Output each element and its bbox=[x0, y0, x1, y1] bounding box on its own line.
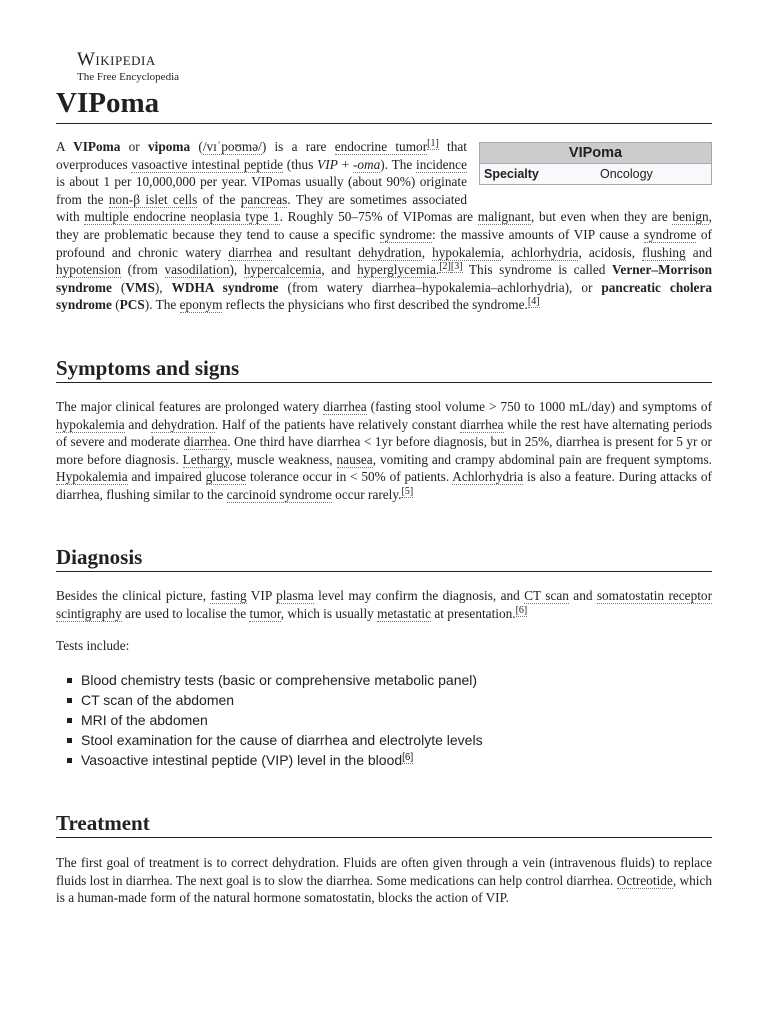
diagnosis-section bbox=[56, 543, 712, 770]
citation-1[interactable]: [1] bbox=[427, 138, 439, 149]
link-achlorhydria[interactable]: achlorhydria bbox=[511, 244, 579, 260]
link-dehydration[interactable]: dehydration bbox=[151, 416, 215, 432]
link-carcinoid-syndrome[interactable]: carcinoid syndrome bbox=[226, 486, 332, 502]
tests-intro: Tests include: bbox=[56, 638, 130, 654]
infobox-row bbox=[480, 164, 711, 184]
link-tumor[interactable]: tumor bbox=[249, 605, 281, 621]
logo-wordmark: Wikipedia bbox=[77, 49, 156, 70]
link-achlorhydria[interactable]: Achlorhydria bbox=[452, 469, 524, 485]
ipa-link[interactable]: /vɪˈpoʊmə/ bbox=[202, 139, 262, 154]
link-vasodilation[interactable]: vasodilation bbox=[164, 262, 230, 278]
list-item: Vasoactive intestinal peptide (VIP) level in the blood[6] bbox=[56, 750, 712, 770]
treatment-section bbox=[56, 809, 712, 907]
link-hypokalemia[interactable]: hypokalemia bbox=[432, 244, 501, 260]
infobox bbox=[479, 142, 712, 185]
diagnosis-paragraph: Besides the clinical picture, fasting VIP plasma level may confirm the diagnosis, and CT scan and somatostatin receptor scintigraphy are used to localise the tumor, which is usually metastatic at presentation.[6] bbox=[56, 588, 712, 621]
link-incidence[interactable]: incidence bbox=[416, 156, 467, 172]
link-syndrome-2[interactable]: syndrome bbox=[643, 226, 697, 242]
citation-6[interactable]: [6] bbox=[515, 604, 528, 616]
link-benign[interactable]: benign bbox=[672, 209, 709, 225]
link-scintigraphy[interactable]: somatostatin receptor scintigraphy bbox=[56, 588, 712, 621]
link-ct-scan[interactable]: CT scan bbox=[524, 588, 569, 603]
list-item: MRI of the abdomen bbox=[56, 710, 712, 730]
link-hypotension[interactable]: hypotension bbox=[56, 262, 122, 278]
link-hypercalcemia[interactable]: hypercalcemia bbox=[243, 262, 322, 278]
treatment-paragraph: The first goal of treatment is to correct dehydration. Fluids are often given through a vein (intravenous fluids) to replace fluids lost in diarrhea. The next goal is to slow the diarrhea. Some medications can help control diarrhea. Octreotide, which is a human-made form of the natural hormone somatostatin, blocks the action of VIP. bbox=[56, 855, 712, 906]
link-nausea[interactable]: nausea bbox=[336, 451, 373, 467]
link-men1[interactable]: multiple endocrine neoplasia type 1 bbox=[84, 209, 280, 225]
link-diarrhea[interactable]: diarrhea bbox=[323, 399, 367, 414]
link-oma[interactable]: -oma bbox=[352, 156, 381, 172]
heading-symptoms: Symptoms and signs bbox=[56, 354, 712, 383]
citation-3[interactable]: [3] bbox=[450, 261, 463, 273]
link-diarrhea-3[interactable]: diarrhea bbox=[183, 434, 228, 450]
infobox-value-link[interactable]: Oncology bbox=[600, 167, 653, 181]
link-hypokalemia[interactable]: hypokalemia bbox=[56, 416, 125, 432]
page-title: VIPoma bbox=[56, 84, 712, 124]
link-glucose[interactable]: glucose bbox=[205, 469, 247, 485]
intro-paragraph: A VIPoma or vipoma (/vɪˈpoʊmə/) is a rare endocrine tumor[1] that overproduces vasoactive intestinal peptide (thus VIP + -oma). The incidence is about 1 per 10,000,000 per year. VIPomas usually (about 90%) originate from the non-β islet cells of the pancreas. They are sometimes associated with multiple endocrine neoplasia type 1. Roughly 50–75% of VIPomas are malignant, but even when they are benign, they are problematic because they tend to cause a specific syndrome: the massive amounts of VIP cause a syndrome of profound and chronic watery diarrhea and resultant dehydration, hypokalemia, achlorhydria, acidosis, flushing and hypotension (from vasodilation), hypercalcemia, and hyperglycemia.[2][3] This syndrome is called Verner–Morrison syndrome (VMS), WDHA syndrome (from watery diarrhea–hypokalemia–achlorhydria), or pancreatic cholera syndrome (PCS). The eponym reflects the physicians who first described the syndrome.[4] bbox=[56, 138, 713, 313]
link-endocrine-tumor[interactable]: endocrine tumor bbox=[334, 139, 428, 154]
link-syndrome[interactable]: syndrome bbox=[379, 226, 433, 242]
link-hyperglycemia[interactable]: hyperglycemia bbox=[357, 262, 436, 278]
link-diarrhea[interactable]: diarrhea bbox=[228, 244, 272, 260]
link-plasma[interactable]: plasma bbox=[276, 588, 314, 603]
link-lethargy[interactable]: Lethargy bbox=[182, 451, 230, 467]
citation-5[interactable]: [5] bbox=[401, 485, 414, 497]
symptoms-paragraph: The major clinical features are prolonged watery diarrhea (fasting stool volume > 750 to 1000 mL/day) and symptoms of hypokalemia and dehydration. Half of the patients have relatively constant diarrhea while the rest have alternating periods of severe and moderate diarrhea. One third have diarrhea < 1yr before diagnosis, but in 25%, diarrhea is present for 5 yr or more before diagnosis. Lethargy, muscle weakness, nausea, vomiting and crampy abdominal pain are frequent symptoms. Hypokalemia and impaired glucose tolerance occur in < 50% of patients. Achlorhydria is also a feature. During attacks of diarrhea, flushing similar to the carcinoid syndrome occur rarely.[5] bbox=[56, 399, 713, 502]
link-eponym[interactable]: eponym bbox=[179, 297, 223, 313]
list-item: Blood chemistry tests (basic or comprehensive metabolic panel) bbox=[56, 670, 712, 690]
citation-2[interactable]: [2] bbox=[439, 261, 451, 273]
link-fasting[interactable]: fasting bbox=[210, 588, 247, 603]
logo-tagline: The Free Encyclopedia bbox=[77, 71, 180, 83]
citation-6[interactable]: [6] bbox=[402, 751, 414, 763]
heading-treatment: Treatment bbox=[56, 809, 712, 838]
list-item: CT scan of the abdomen bbox=[56, 690, 712, 710]
link-malignant[interactable]: malignant bbox=[477, 209, 531, 225]
symptoms-section bbox=[56, 354, 712, 504]
infobox-label: Specialty bbox=[484, 167, 539, 181]
infobox-title: VIPoma bbox=[480, 143, 711, 164]
link-pancreas[interactable]: pancreas bbox=[240, 191, 288, 207]
link-metastatic[interactable]: metastatic bbox=[377, 605, 432, 621]
link-islet-cells[interactable]: non-β islet cells bbox=[108, 191, 198, 207]
link-diarrhea-2[interactable]: diarrhea bbox=[459, 416, 504, 432]
intro-section bbox=[56, 138, 712, 314]
citation-4[interactable]: [4] bbox=[527, 296, 540, 308]
heading-diagnosis: Diagnosis bbox=[56, 543, 712, 572]
wikipedia-logo[interactable] bbox=[77, 50, 179, 84]
list-item: Stool examination for the cause of diarrhea and electrolyte levels bbox=[56, 730, 712, 750]
link-dehydration[interactable]: dehydration bbox=[358, 244, 422, 260]
link-hypokalemia-2[interactable]: Hypokalemia bbox=[56, 469, 128, 485]
link-vip[interactable]: vasoactive intestinal peptide bbox=[131, 156, 283, 172]
link-octreotide[interactable]: Octreotide bbox=[616, 872, 673, 888]
link-flushing[interactable]: flushing bbox=[642, 244, 686, 260]
tests-list bbox=[56, 670, 712, 770]
